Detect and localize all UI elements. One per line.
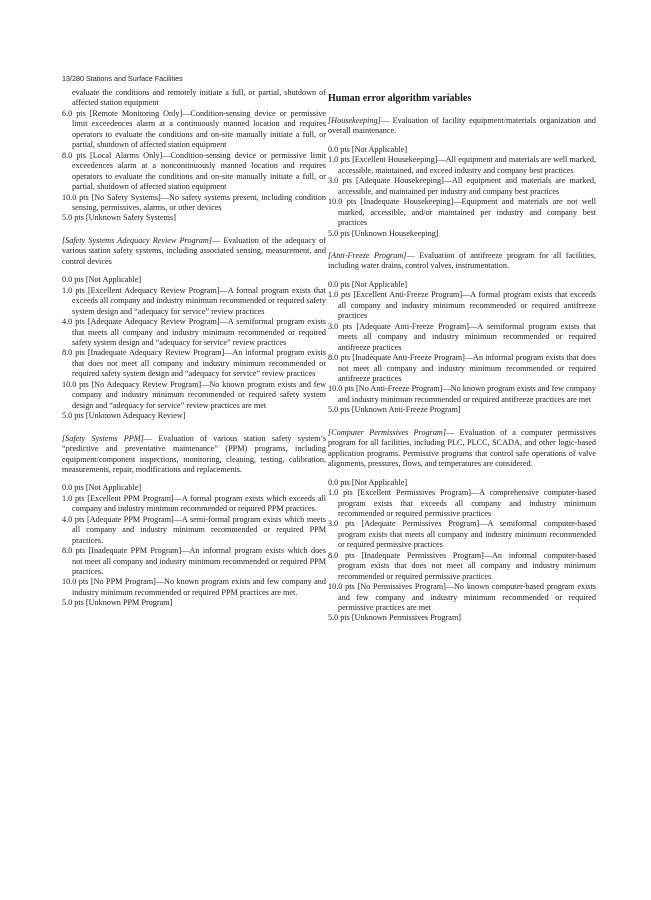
section-antifreeze — [328, 251, 596, 416]
section-heading: Human error algorithm variables — [328, 93, 472, 104]
section-desc: — Evaluation of facility equipment/materials organization and overall maintenance. — [328, 116, 596, 136]
list-item: evaluate the conditions and remotely initiate a full, or partial, shutdown of affected station equipment — [72, 88, 326, 108]
right-column — [328, 88, 596, 636]
list-item: 4.0 pts [Adequate PPM Program]—A semi-formal program exists which meets all company and industry minimum recommended or required PPM practices. — [62, 514, 326, 545]
list-item: 0.0 pts [Not Applicable] — [62, 483, 142, 493]
list-item: 5.0 pts [Unknown Housekeeping] — [328, 228, 439, 238]
list-item: 10.0 pts [No Anti-Freeze Program]—No known program exists and few company and industry minimum recommended or required antifreeze practices are met — [328, 384, 596, 404]
section-computer-permissives — [328, 428, 596, 624]
list-item: 3.0 pts [Adequate Anti-Freeze Program]—A semiformal program exists that meets all company and industry minimum recommended or required antifreeze practices — [328, 321, 596, 352]
list-item: 8.0 pts [Inadequate Anti-Freeze Program]—An informal program exists that does not meet all company and industry minimum recommended or required antifreeze practices — [328, 353, 596, 383]
list-item: 4.0 pts [Adequate Adequacy Review Program]—A semiformal program exists that meets all company and industry minimum recommended or required safety system design and “adequacy for service” review practices — [62, 317, 326, 347]
running-header: 13/280 Stations and Surface Facilities — [62, 74, 183, 83]
list-item: 0.0 pts [Not Applicable] — [328, 279, 408, 289]
section-title: [Safety Systems Adequacy Review Program] — [62, 235, 212, 245]
list-item: 5.0 pts [Unknown Anti-Freeze Program] — [328, 405, 461, 415]
list-item: 3.0 pts [Adequate Housekeeping]—All equipment and materials are marked, accessible, and maintained per industry and company best practices — [328, 176, 596, 196]
list-item: 1.0 pts [Excellent PPM Program]—A formal program exists which exceeds all company and industry minimum recommended or required PPM practices. — [62, 493, 326, 514]
list-item: 5.0 pts [Unknown Permissives Program] — [328, 613, 462, 623]
section-title: [Computer Permissives Program] — [328, 427, 447, 437]
section-intro — [328, 428, 596, 470]
list-item: 8.0 pts [Inadequate PPM Program]—An informal program exists which does not meet all company and industry minimum recommended or required PPM practices. — [62, 546, 326, 577]
section-title: [Anti-Freeze Program] — [328, 250, 407, 260]
section-safety-ppm — [62, 434, 326, 609]
section-desc: — Evaluation of the adequacy of various station safety systems, including associated sensing, measurement, and control devices — [62, 235, 326, 266]
list-item: 1.0 pts [Excellent Permissives Program]—A comprehensive computer-based program exists that exceeds all company and industry minimum recommended or required permissive practices — [328, 488, 596, 518]
list-item: 10.0 pts [No Permissives Program]—No known computer-based program exists and few company and industry minimum recommended or required permissive practices are met — [328, 582, 596, 613]
section-intro — [328, 116, 596, 137]
section-title: [Safety Systems PPM] — [62, 433, 144, 443]
list-item: 1.0 pts [Excellent Anti-Freeze Program]—A formal program exists that exceeds all company and industry minimum recommended or required antifreeze practices — [328, 290, 596, 321]
list-item: 5.0 pts [Unknown Adequacy Review] — [62, 411, 186, 421]
list-item: 5.0 pts [Unknown PPM Program] — [62, 598, 173, 608]
section-housekeeping — [328, 116, 596, 239]
list-item: 5.0 pts [Unknown Safety Systems] — [62, 213, 176, 223]
section-title: [Housekeeping] — [328, 116, 381, 125]
list-item: 10.0 pts [No PPM Program]—No known program exists and few company and industry minimum recommended or required PPM practices are met. — [62, 577, 326, 597]
list-item: 3.0 pts [Adequate Permissives Program]—A semiformal computer-based program exists that meets all company and industry minimum recommended or required permissive practices — [328, 519, 596, 550]
continuation-list — [62, 88, 326, 224]
list-item: 6.0 pts [Remote Monitoring Only]—Condition-sensing device or permissive limit exceedences alarm at a continuously manned location and requires operators to evaluate the conditions and on-site manually initiate a full, or partial, shutdown of affected station equipment — [62, 108, 326, 150]
list-item: 10.0 pts [No Adequacy Review Program]—No known program exists and few company and industry minimum recommended or required safety system design and “adequacy for service” review practices are met — [62, 379, 326, 410]
list-item: 8.0 pts [Local Alarms Only]—Condition-sensing device or permissive limit exceedences alarm at a noncontinuously manned location and requires operators to evaluate the conditions and on-site manually initiate a full, or partial, shutdown of affected station equipment — [62, 150, 326, 192]
section-intro — [62, 236, 326, 267]
list-item: 10.0 pts [Inadequate Housekeeping]—Equipment and materials are not well marked, accessible, and/or maintained per industry and company best practices — [328, 197, 596, 228]
list-item: 8.0 pts [Inadequate Permissives Program]—An informal computer-based program exists that does not meet all company and industry minimum recommended or required permissive practices — [328, 550, 596, 581]
section-intro — [328, 251, 596, 272]
list-item: 0.0 pts [Not Applicable] — [62, 275, 142, 285]
list-item: 1.0 pts [Excellent Adequacy Review Program]—A formal program exists that exceeds all company and industry minimum recommended or required safety system design and “adequacy for service” review practices — [62, 285, 326, 316]
section-desc: — Evaluation of a computer permissives program for all facilities, including PLC, PLCC, SCADA, and other logic-based application programs. Permissive programs that control safe operations of valve alignments, pressures, flows, and temperatures are considered. — [328, 427, 596, 469]
left-column — [62, 88, 326, 621]
section-desc: — Evaluation of various station safety system’s “predictive and preventative maintenance” (PPM) programs, including equipment/component inspections, monitoring, cleaning, testing, calibration, measurements, repair, modifications and replacements. — [62, 433, 327, 474]
section-intro — [62, 434, 326, 476]
section-desc: — Evaluation of antifreeze program for all facilities, including water drains, control valves, instrumentation. — [328, 250, 596, 271]
list-item: 1.0 pts [Excellent Housekeeping]—All equipment and materials are well marked, accessible, maintained, and exceed industry and company best practices — [328, 155, 596, 175]
list-item: 10.0 pts [No Safety Systems]—No safety systems present, including condition sensing, permissives, alarms, or other devices — [62, 192, 326, 212]
list-item: 8.0 pts [Inadequate Adequacy Review Program]—An informal program exists that does not meet all company and industry minimum recommended or required safety system design and “adequacy for service” review practices — [62, 348, 326, 379]
list-item: 0.0 pts [Not Applicable] — [328, 477, 408, 487]
list-item: 0.0 pts [Not Applicable] — [328, 144, 408, 154]
section-safety-adequacy — [62, 236, 326, 422]
